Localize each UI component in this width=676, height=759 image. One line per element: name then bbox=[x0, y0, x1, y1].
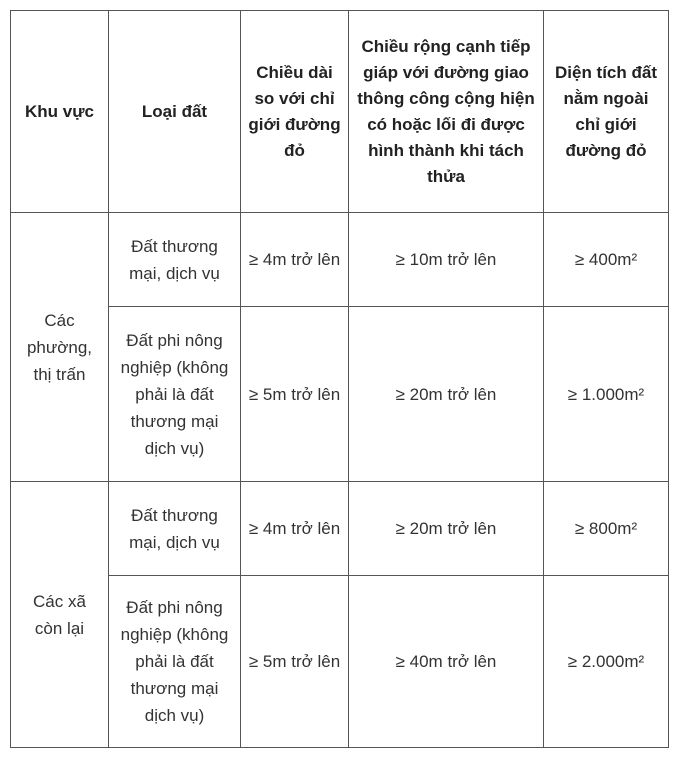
table-row bbox=[11, 307, 669, 482]
land-type-cell: Đất thương mại, dịch vụ bbox=[109, 213, 241, 307]
area-value-cell: ≥ 400m² bbox=[544, 213, 669, 307]
header-length: Chiều dài so với chỉ giới đường đỏ bbox=[241, 11, 349, 213]
width-cell: ≥ 40m trở lên bbox=[349, 576, 544, 748]
land-type-cell: Đất thương mại, dịch vụ bbox=[109, 482, 241, 576]
width-cell: ≥ 20m trở lên bbox=[349, 307, 544, 482]
length-cell: ≥ 4m trở lên bbox=[241, 482, 349, 576]
land-type-cell: Đất phi nông nghiệp (không phải là đất thương mại dịch vụ) bbox=[109, 307, 241, 482]
area-value-cell: ≥ 800m² bbox=[544, 482, 669, 576]
width-cell: ≥ 10m trở lên bbox=[349, 213, 544, 307]
table-row bbox=[11, 213, 669, 307]
header-area: Khu vực bbox=[11, 11, 109, 213]
length-cell: ≥ 5m trở lên bbox=[241, 307, 349, 482]
area-value-cell: ≥ 1.000m² bbox=[544, 307, 669, 482]
table-row bbox=[11, 576, 669, 748]
header-width: Chiều rộng cạnh tiếp giáp với đường giao thông công cộng hiện có hoặc lối đi được hình thành khi tách thửa bbox=[349, 11, 544, 213]
area-cell: Các phường, thị trấn bbox=[11, 213, 109, 482]
width-cell: ≥ 20m trở lên bbox=[349, 482, 544, 576]
land-type-cell: Đất phi nông nghiệp (không phải là đất thương mại dịch vụ) bbox=[109, 576, 241, 748]
table-row bbox=[11, 482, 669, 576]
length-cell: ≥ 5m trở lên bbox=[241, 576, 349, 748]
area-value-cell: ≥ 2.000m² bbox=[544, 576, 669, 748]
header-area-outside: Diện tích đất nằm ngoài chỉ giới đường đỏ bbox=[544, 11, 669, 213]
land-division-table bbox=[10, 10, 669, 748]
header-land-type: Loại đất bbox=[109, 11, 241, 213]
area-cell: Các xã còn lại bbox=[11, 482, 109, 748]
length-cell: ≥ 4m trở lên bbox=[241, 213, 349, 307]
header-row bbox=[11, 11, 669, 213]
